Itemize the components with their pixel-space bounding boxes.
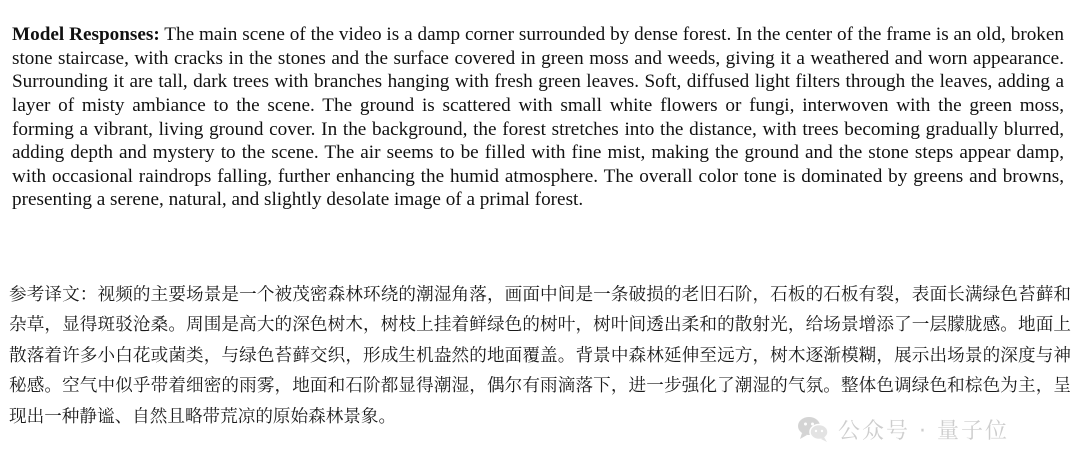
wechat-logo-icon — [796, 412, 830, 446]
model-responses-paragraph — [12, 23, 1064, 212]
watermark — [796, 409, 1009, 449]
reference-translation-paragraph: 参考译文：视频的主要场景是一个被茂密森林环绕的潮湿角落，画面中间是一条破损的老旧石阶，石板的石板有裂，表面长满绿色苔藓和杂草，显得斑驳沧桑。周围是高大的深色树木，树枝上挂着鲜绿色的树叶，树叶间透出柔和的散射光，给场景增添了一层朦胧感。地面上散落着许多小白花或菌类，与绿色苔藓交织，形成生机盎然的地面覆盖。背景中森林延伸至远方，树木逐渐模糊，展示出场景的深度与神秘感。空气中似乎带着细密的雨雾，地面和石阶都显得潮湿，偶尔有雨滴落下，进一步强化了潮湿的气氛。整体色调绿色和棕色为主，呈现出一种静谧、自然且略带荒凉的原始森林景象。 — [9, 284, 1071, 427]
model-responses-label: Model Responses: — [12, 24, 160, 46]
watermark-text: 公众号 · 量子位 — [838, 418, 1009, 444]
model-responses-text: The main scene of the video is a damp corner surrounded by dense forest. In the center of the frame is an old, broken stone staircase, with cracks in the stones and the surface covered in green moss and weeds, giving it a weathered and worn appearance. Surrounding it are tall, dark trees with branches hanging with fresh green leaves. Soft, diffused light filters through the leaves, adding a layer of misty ambiance to the scene. The ground is scattered with small white flowers or fungi, interwoven with the green moss, forming a vibrant, living ground cover. In the background, the forest stretches into the distance, with trees becoming gradually blurred, adding depth and mystery to the scene. The air seems to be filled with fine mist, making the ground and the stone steps appear damp, with occasional raindrops falling, further enhancing the humid atmosphere. The overall color tone is dominated by greens and browns, presenting a serene, natural, and slightly desolate image of a primal forest. — [12, 24, 1065, 211]
